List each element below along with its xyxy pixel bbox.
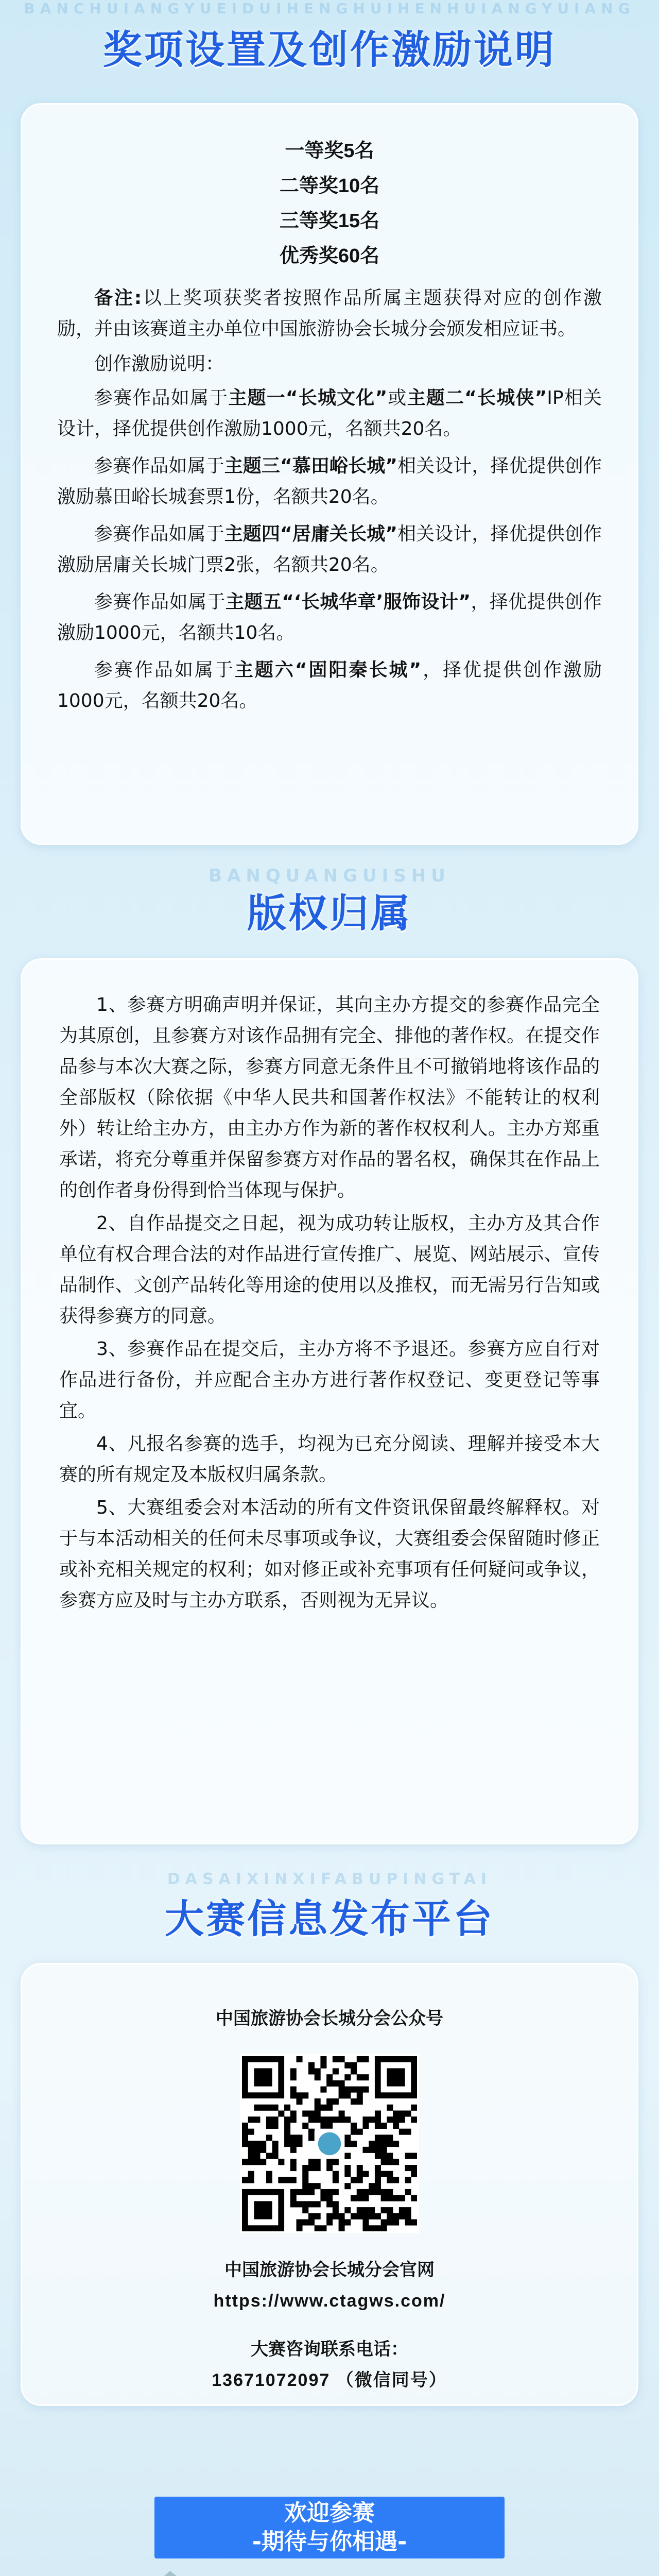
decorative-pinyin-top: BANCHUIANGYUEIDUIHENGHUIHENHUIANGYUIANG xyxy=(24,0,635,17)
prize-list xyxy=(57,133,602,274)
prize-item: 一等奖5名 xyxy=(285,140,374,162)
phone-number[interactable]: 13671072097 （微信同号） xyxy=(212,2370,447,2390)
incentive-label: 创作激励说明： xyxy=(94,353,224,375)
note-label: 备注: xyxy=(94,287,142,309)
incentive-item: 参赛作品如属于主题一“长城文化”或主题二“长城侠”IP相关设计，择优提供创作激励1000元，名额共20名。 xyxy=(57,387,602,439)
awards-card xyxy=(21,103,638,845)
section-title-awards: 奖项设置及创作激励说明 xyxy=(103,27,556,73)
site-label: 中国旅游协会长城分会官网 xyxy=(224,2260,435,2280)
welcome-banner-button[interactable] xyxy=(154,2497,505,2558)
prize-item: 三等奖15名 xyxy=(279,210,380,232)
prize-item: 优秀奖60名 xyxy=(279,245,380,267)
site-url-link[interactable]: https://www.ctagws.com/ xyxy=(213,2291,446,2311)
qr-code-graphic xyxy=(242,2056,417,2231)
decorative-pinyin-mid: BANQUANGUISHU xyxy=(209,866,450,886)
decorative-pinyin-low: DASAIXINXIFABUPINGTAI xyxy=(167,1870,492,1888)
section-title-copyright: 版权归属 xyxy=(247,890,412,936)
phone-label: 大赛咨询联系电话： xyxy=(251,2340,408,2359)
copyright-paragraph: 3、参赛作品在提交后，主办方将不予退还。参赛方应自行对作品进行备份，并应配合主办方进行著作权登记、变更登记等事宜。 xyxy=(59,1338,600,1421)
copyright-paragraph: 5、大赛组委会对本活动的所有文件资讯保留最终解释权。对于与本活动相关的任何未尽事项或争议，大赛组委会保留随时修正或补充相关规定的权利；如对修正或补充事项有任何疑问或争议，参赛方应及时与主办方联系，否则视为无异议。 xyxy=(59,1497,600,1611)
welcome-line2: -期待与你相遇- xyxy=(252,2529,407,2555)
copyright-card xyxy=(21,958,638,1844)
incentive-item: 参赛作品如属于主题五“‘长城华章’服饰设计”，择优提供创作激励1000元，名额共10名。 xyxy=(57,591,602,643)
prize-item: 二等奖10名 xyxy=(279,175,380,197)
copyright-paragraph: 1、参赛方明确声明并保证，其向主办方提交的参赛作品完全为其原创，且参赛方对该作品拥有完全、排他的著作权。在提交作品参与本次大赛之际，参赛方同意无条件且不可撤销地将该作品的全部版权（除依据《中华人民共和国著作权法》不能转让的权利外）转让给主办方，由主办方作为新的著作权权利人。主办方郑重承诺，将充分尊重并保留参赛方对作品的署名权，确保其在作品上的创作者身份得到恰当体现与保护。 xyxy=(59,994,600,1201)
incentive-item: 参赛作品如属于主题三“慕田峪长城”相关设计，择优提供创作激励慕田峪长城套票1份，名额共20名。 xyxy=(57,455,602,507)
platform-card xyxy=(21,1963,638,2406)
wechat-label: 中国旅游协会长城分会公众号 xyxy=(216,2009,443,2028)
incentive-item: 参赛作品如属于主题四“居庸关长城”相关设计，择优提供创作激励居庸关长城门票2张，名额共20名。 xyxy=(57,523,602,575)
section-title-platform: 大赛信息发布平台 xyxy=(165,1896,494,1942)
note-text: 以上奖项获奖者按照作品所属主题获得对应的创作激励，并由该赛道主办单位中国旅游协会长城分会颁发相应证书。 xyxy=(57,287,602,340)
welcome-line1: 欢迎参赛 xyxy=(284,2500,375,2526)
copyright-paragraph: 2、自作品提交之日起，视为成功转让版权，主办方及其合作单位有权合理合法的对作品进行宣传推广、展览、网站展示、宣传品制作、文创产品转化等用途的使用以及推权，而无需另行告知或获得参赛方的同意。 xyxy=(59,1213,600,1327)
note-paragraph xyxy=(57,283,602,345)
qr-code[interactable] xyxy=(240,2054,419,2233)
copyright-paragraph: 4、凡报名参赛的选手，均视为已充分阅读、理解并接受本大赛的所有规定及本版权归属条款。 xyxy=(59,1433,600,1485)
incentive-item: 参赛作品如属于主题六“固阳秦长城”，择优提供创作激励1000元，名额共20名。 xyxy=(57,659,602,711)
